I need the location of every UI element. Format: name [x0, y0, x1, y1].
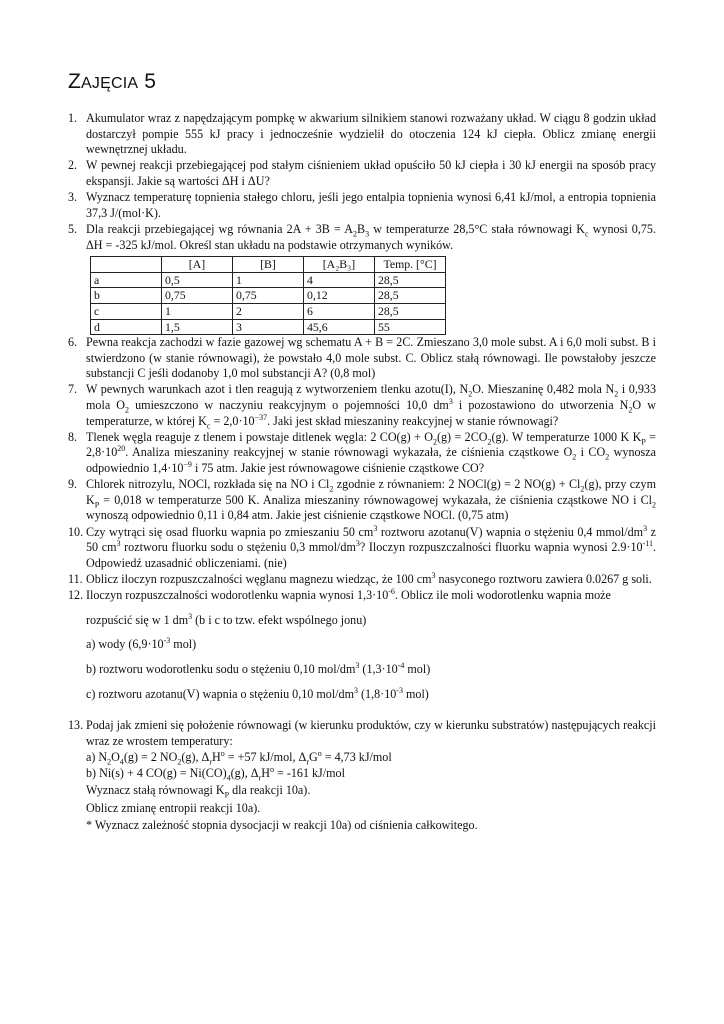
table-cell: 45,6 — [304, 319, 375, 335]
table-cell: d — [91, 319, 162, 335]
table-cell: 55 — [375, 319, 446, 335]
problem-13b: b) Ni(s) + 4 $CO(g) = Ni(CO)_4(g)$, $\Delta_rH^o = -161$ kJ/mol — [86, 764, 345, 782]
table-row — [91, 288, 446, 304]
table-cell: 3 — [233, 319, 304, 335]
problem-13-task2: Oblicz zmianę entropii reakcji 10a). — [86, 800, 261, 815]
problem-list — [68, 111, 656, 834]
table-row — [91, 319, 446, 335]
table-cell: 0,12 — [304, 288, 375, 304]
problem-10: 10. Czy wytrąci się osad fluorku wapnia po zmieszaniu 50 $cm^3$ roztworu azotanu(V) wapnia o stężeniu 0,4 mmol/$dm^3$ z 50 $cm^3$ roztworu fluorku sodu o stężeniu 0,3 mmol/$dm^3$? Iloczyn rozpuszczalności fluorku wapnia wynosi $2.9\cdot 10^{-11}$. Odpowiedź uzasadnić obliczeniami. (nie) — [68, 523, 657, 570]
problem-13-task1: Wyznacz stałą równowagi $K_P$ dla reakcji 10a). — [86, 783, 311, 800]
problem-12c: c) roztworu azotanu(V) wapnia o stężeniu 0,10 mol/$dm^3$ ($1,8\cdot 10^{-3}$ mol) — [86, 685, 429, 701]
problem-1: 1. Akumulator wraz z napędzającym pompkę w akwarium silnikiem stanowi rozważany układ. W ciągu 8 godzin układ dostarczył pompie 555 kJ pracy i jednocześnie wydzielił do otoczenia 124 kJ ciepła. Oblicz zmianę energii wewnętrznej układu. — [68, 111, 656, 157]
table-header-cell: Temp. [°C] — [375, 257, 446, 273]
table-header-cell: [A] — [162, 257, 233, 273]
equilibrium-table — [90, 256, 446, 335]
problem-9: 9. Chlorek nitrozylu, NOCl, rozkłada się na NO i $Cl_2$ zgodnie z równaniem: 2 NOCl(g) = 2 $NO(g) + Cl_2(g)$, przy czym $K_P = 0,018$ w temperaturze 500 K. Analiza mieszaniny równowagowej wykazała, że ciśnienia cząstkowe NO i $Cl_2$ wynoszą odpowiednio 0,11 i 0,84 atm. Jakie jest ciśnienie cząstkowe NOCl. (0,75 atm) — [68, 477, 656, 523]
table-cell: 28,5 — [375, 303, 446, 319]
problem-3: 3. Wyznacz temperaturę topnienia stałego chloru, jeśli jego entalpia topnienia wynosi 6,41 kJ/mol, a entropia topnienia 37,3 J/(mol·K). — [68, 190, 656, 220]
problem-13a: a) $N_2O_4(g) = 2$ $NO_2(g)$, $\Delta_rH^o = +57$ kJ/mol, $\Delta_rG^o = 4,73$ kJ/mol — [86, 748, 392, 767]
table-cell: 1 — [162, 303, 233, 319]
table-header-cell: [B] — [233, 257, 304, 273]
table-cell: 2 — [233, 303, 304, 319]
problem-8: 8. Tlenek węgla reaguje z tlenem i powstaje ditlenek węgla: 2 $CO(g) + O_2(g) = 2CO_2(g)$. W temperaturze 1000 K $K_P = 2,8\cdot 10^{20}$. Analiza mieszaniny reakcyjnej w stanie równowagi wykazała, że ciśnienia cząstkowe $O_2$ i $CO_2$ wynosza odpowiednio $1,4\cdot 10^{-9}$ i 75 atm. Jakie jest równowagowe ciśnienie cząstkowe CO? — [68, 429, 656, 476]
problem-13-task3: * Wyznacz zależność stopnia dysocjacji w reakcji 10a) od ciśnienia całkowitego. — [86, 818, 478, 833]
problem-6: 6. Pewna reakcja zachodzi w fazie gazowej wg schematu A + B = 2C. Zmieszano 3,0 mole subst. A i 6,0 moli subst. B i stwierdzono (w stanie równowagi), że powstało 4,0 mole subst. C. Oblicz stałą równowagi. Ile powstałoby jeszcze substancji C jeśli dodanoby 1,0 mol substancji A? (0,8 mol) — [68, 335, 656, 381]
table-row — [91, 303, 446, 319]
problem-2: 2. W pewnej reakcji przebiegającej pod stałym ciśnieniem układ opuściło 50 kJ ciepła i 30 kJ energii na sposób pracy ekspansji. Jakie są wartości ΔH i ΔU? — [68, 158, 656, 188]
problem-5: 5. Dla reakcji przebiegającej wg równania $2A + 3B = A_2B_3$ w temperaturze 28,5°C stała równowagi $K_c$ wynosi 0,75. ΔH = -325 kJ/mol. Określ stan układu na podstawie otrzymanych wyników. — [68, 221, 656, 252]
table-cell: 6 — [304, 303, 375, 319]
problem-11: 11. Oblicz iloczyn rozpuszczalności węglanu magnezu wiedząc, że 100 $cm^3$ nasyconego roztworu zawiera 0.0267 g soli. — [68, 570, 652, 586]
table-cell: a — [91, 272, 162, 288]
page-title: ZAJĘCIA 5 — [68, 70, 157, 93]
table-header-cell — [91, 257, 162, 273]
table-header-row — [91, 257, 446, 273]
table-cell: 1,5 — [162, 319, 233, 335]
problem-12a: a) wody ($6,9\cdot 10^{-3}$ mol) — [86, 636, 197, 652]
table-cell: 1 — [233, 272, 304, 288]
table-header-cell: [A₂B₃] — [304, 257, 375, 273]
table-cell: 28,5 — [375, 272, 446, 288]
problem-12b: b) roztworu wodorotlenku sodu o stężeniu 0,10 mol/$dm^3$ ($1,3\cdot 10^{-4}$ mol) — [86, 660, 431, 676]
table-cell: 28,5 — [375, 288, 446, 304]
table-cell: c — [91, 303, 162, 319]
table-cell: 0,5 — [162, 272, 233, 288]
problem-12: 12. Iloczyn rozpuszczalności wodorotlenku wapnia wynosi $1,3\cdot 10^{-6}$. Oblicz ile moli wodorotlenku wapnia może — [68, 587, 611, 603]
problem-13: 13. Podaj jak zmieni się położenie równowagi (w kierunku produktów, czy w kierunku substratów) następujących reakcji wraz ze wrostem temperatury: — [68, 718, 656, 748]
problem-12-line: rozpuścić się w 1 $dm^3$ (b i c to tzw. efekt wspólnego jonu) — [86, 611, 367, 627]
problem-7: 7. W pewnych warunkach azot i tlen reagują z wytworzeniem tlenku azotu(I), $N_2O$. Mieszaninę 0,482 mola $N_2$ i 0,933 mola $O_2$ umieszczono w naczyniu reakcyjnym o pojemności 10,0 $dm^3$ i pozostawiono do utworzenia $N_2O$ w temperaturze, w której $K_c = 2,0\cdot 10^{-37}$. Jaki jest skład mieszaniny reakcyjnej w stanie równowagi? — [68, 382, 657, 431]
table-cell: 0,75 — [233, 288, 304, 304]
table-cell: 0,75 — [162, 288, 233, 304]
table-cell: 4 — [304, 272, 375, 288]
table-row — [91, 272, 446, 288]
table-cell: b — [91, 288, 162, 304]
